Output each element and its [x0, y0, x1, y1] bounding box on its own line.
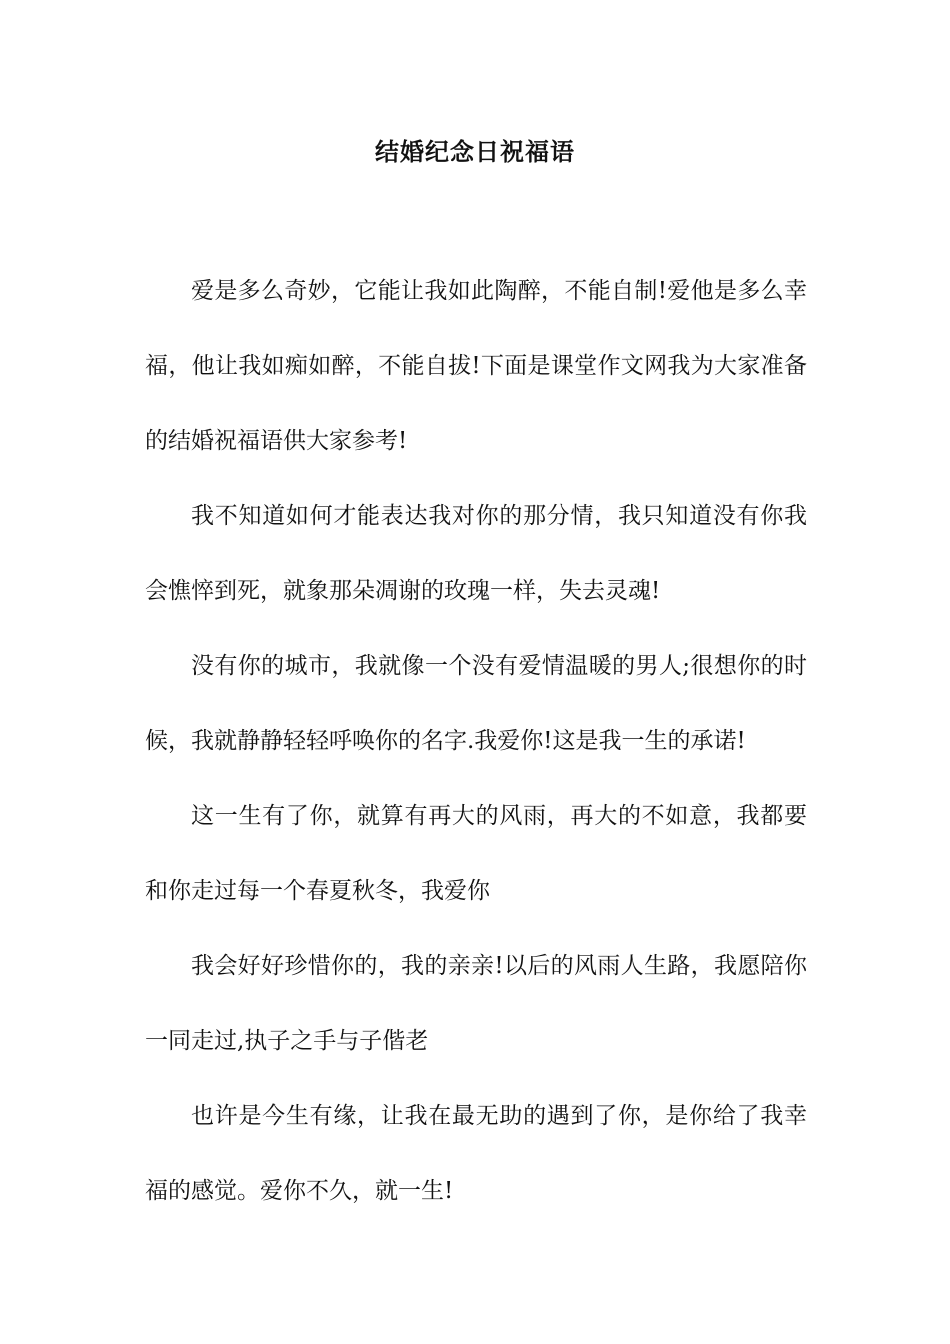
paragraph: 我会好好珍惜你的，我的亲亲!以后的风雨人生路，我愿陪你一同走过,执子之手与子偕老 [145, 953, 807, 1054]
document-title: 结婚纪念日祝福语 [375, 138, 575, 166]
paragraph: 这一生有了你，就算有再大的风雨，再大的不如意，我都要和你走过每一个春夏秋冬，我爱你 [145, 803, 807, 904]
paragraph: 也许是今生有缘，让我在最无助的遇到了你，是你给了我幸福的感觉。爱你不久，就一生! [145, 1103, 807, 1204]
document-body [145, 254, 807, 1229]
paragraph: 我不知道如何才能表达我对你的那分情，我只知道没有你我会憔悴到死，就象那朵凋谢的玫瑰一样，失去灵魂! [145, 503, 807, 604]
paragraph: 没有你的城市，我就像一个没有爱情温暖的男人;很想你的时候，我就静静轻轻呼唤你的名字.我爱你!这是我一生的承诺! [145, 653, 807, 754]
paragraph: 爱是多么奇妙，它能让我如此陶醉，不能自制!爱他是多么幸福，他让我如痴如醉，不能自拔!下面是课堂作文网我为大家准备的结婚祝福语供大家参考! [145, 278, 807, 454]
